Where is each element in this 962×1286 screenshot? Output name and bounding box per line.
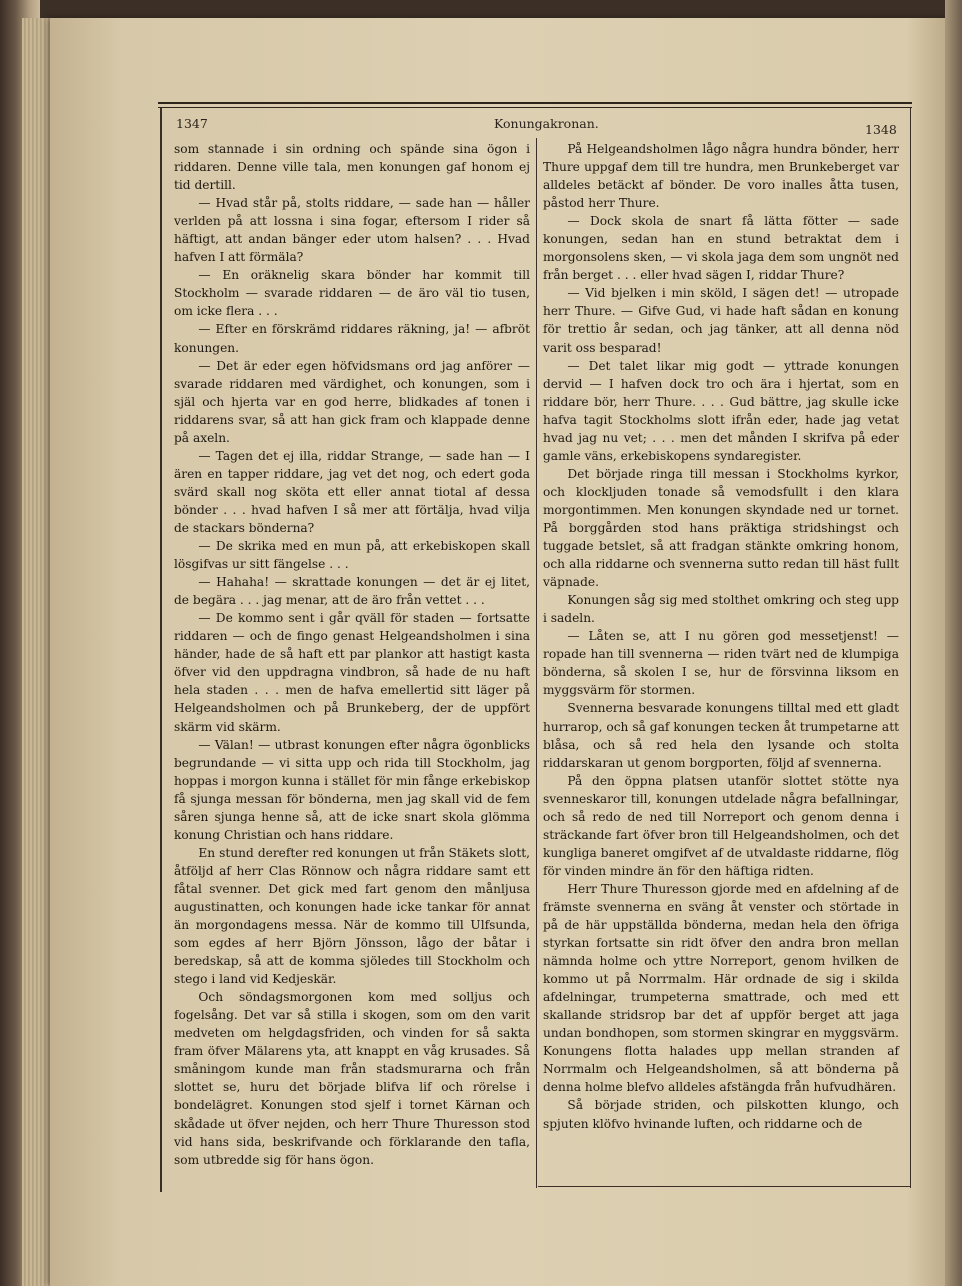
- paragraph: — Välan! — utbrast konungen efter några ögonblicks begrundande — vi sitta upp och rida till Stockholm, jag hoppas i morgon kunna i stället för min fånge erkebiskop få sjunga messan för bönderna, men jag skall vid de fem såren sjunga henne så, att de icke snart skola glömma konung Christian och hans riddare.: [174, 737, 530, 842]
- paragraph: På den öppna platsen utanför slottet stötte nya svenneskaror till, konungen utdelade några befallningar, och så redo de ned till Norreport och genom denna i sträckande fart öfver bron till Helgeandsholmen, och det kungliga baneret omgifvet af de utvaldaste riddarne, flög för vinden mindre än för den häftiga ridten.: [543, 773, 899, 878]
- paragraph: — Hahaha! — skrattade konungen — det är ej litet, de begära . . . jag menar, att de äro från vettet . . .: [174, 575, 530, 608]
- paragraph: som stannade i sin ordning och spände sina ögon i riddaren. Denne ville tala, men konungen gaf honom ej tid dertill.: [174, 142, 530, 193]
- paragraph: — Dock skola de snart få lätta fötter — sade konungen, sedan han en stund betraktat dem i morgonsolens sken, — vi skola jaga dem som ungnöt ned från berget . . . eller hvad sägen I, riddar Thure?: [543, 214, 899, 283]
- text-column-left: [174, 140, 530, 1169]
- bottom-rule: [538, 1186, 910, 1187]
- paragraph: — Låten se, att I nu gören god messetjenst! — ropade han till svennerna — riden tvärt ned de klumpiga bönderna, så skolen I se, hur de försvinna liksom en myggsvärm för stormen.: [543, 629, 899, 698]
- paragraph: Och söndagsmorgonen kom med solljus och fogelsång. Det var så stilla i skogen, som om den varit medveten om helgdagsfriden, och vinden for så sakta fram öfver Mälarens yta, att knappt en våg krusades. Så småningom kunde man från stadsmurarna och från slottet se, huru det började blifva lif och rörelse i bondelägret. Konungen stod sjelf i tornet Kärnan och skådade ut öfver nejden, och herr Thure Thuresson stod vid hans sida, beskrifvande och förklarande den tafla, som utbredde sig för hans ögon.: [174, 990, 530, 1167]
- left-border-rule: [160, 108, 162, 1192]
- paragraph: En stund derefter red konungen ut från Stäkets slott, åtföljd af herr Clas Rönnow och några riddare samt ett fåtal svenner. Det gick med fart genom den månljusa augustinatten, och konungen hade icke tankar för annat än morgondagens messa. När de kommo till Ulfsunda, som egdes af herr Björn Jönsson, lågo der båtar i beredskap, så att de komma sjöledes till Stockholm och stego i land vid Kedjeskär.: [174, 845, 530, 987]
- paragraph: — En oräknelig skara bönder har kommit till Stockholm — svarade riddaren — de äro väl tio tusen, om icke flera . . .: [174, 268, 530, 319]
- paragraph: Svennerna besvarade konungens tilltal med ett gladt hurrarop, och så gaf konungen tecken åt trumpetarne att blåsa, och så red hela den lysande och stolta riddarskaran ut genom borgporten, följd af svennerna.: [543, 701, 899, 770]
- paragraph: Det började ringa till messan i Stockholms kyrkor, och klockljuden tonade så vemodsfullt i den klara morgontimmen. Men konungen skyndade ned ur tornet. På borggården stod hans präktiga stridshingst och tuggade betslet, så att fradgan stänkte omkring honom, och alla riddarne och svennerna sutto redan till häst fullt väpnade.: [543, 466, 899, 590]
- right-page-edge: [945, 0, 962, 1286]
- paragraph: — Tagen det ej illa, riddar Strange, — sade han — I ären en tapper riddare, jag vet det nog, och edert goda svärd skall nog sköta ett eller annat tiotal af dessa bönder . . . hvad hafven I så mer att förtälja, hvad vilja de stackars bönderna?: [174, 448, 530, 535]
- paragraph: — De kommo sent i går qväll för staden — fortsatte riddaren — och de fingo genast Helgeandsholmen i sina händer, hade de så haft ett par plankor att hastigt kasta öfver vid den uppdragna vindbron, så hade de nu haft hela staden . . . men de hafva emellertid sitt läger på Helgeandsholmen och på Brunkeberg, der de uppfört skärm vid skärm.: [174, 611, 530, 734]
- running-title: Konungakronan.: [494, 116, 599, 131]
- right-border-rule: [910, 108, 911, 1188]
- paragraph: På Helgeandsholmen lågo några hundra bönder, herr Thure uppgaf dem till tre hundra, men Brunkeberget var alldeles betäckt af bönder. De voro inalles åtta tusen, påstod herr Thure.: [543, 142, 899, 211]
- paragraph: Herr Thure Thuresson gjorde med en afdelning af de främste svennerna en sväng åt venster och störtade in på de här uppställda bönderna, medan hela den öfriga styrkan fortsatte sin ridt öfver den andra bron mellan nämnda holme och yttre Norreport, genom hvilken de kommo ut på Norrmalm. Här ordnade de sig i skilda afdelningar, trumpeterna smattrade, och med ett skallande stridsrop bar det af uppför berget att jaga undan bondhopen, som stormen skingrar en myggsvärm. Konungens flotta halades upp mellan stranden af Norrmalm och Helgeandsholmen, så att bönderna på denna holme blefvo alldeles afstängda från hufvudhären.: [543, 881, 899, 1095]
- paragraph: — Hvad står på, stolts riddare, — sade han — håller verlden på att lossna i sina fogar, eftersom I rider så häftigt, att andan bänger eder utom halsen? . . . Hvad hafven I att förmäla?: [174, 196, 530, 265]
- paragraph: Konungen såg sig med stolthet omkring och steg upp i sadeln.: [543, 593, 899, 626]
- paragraph: — Det talet likar mig godt — yttrade konungen dervid — I hafven dock tro och ära i hjertat, som en riddare bör, herr Thure. . . . Gud bättre, jag skulle icke hafva tagit Stockholms slott ifrån eder, hade jag vetat hvad jag nu vet; . . . men det månden I skrifva på eder gamle väns, erkebiskopens syndaregister.: [543, 358, 899, 463]
- page-number-left: 1347: [176, 116, 208, 131]
- paragraph: — Vid bjelken i min sköld, I sägen det! — utropade herr Thure. — Gifve Gud, vi hade haft sådan en konung för trettio år sedan, och jag tänker, att all denna nöd varit oss besparad!: [543, 286, 899, 355]
- paragraph: Så började striden, och pilskotten klungo, och spjuten klöfvo hvinande luften, och riddarne och de: [543, 1098, 899, 1131]
- paragraph: — Efter en förskrämd riddares räkning, ja! — afbröt konungen.: [174, 322, 530, 355]
- page-number-right: 1348: [865, 122, 897, 137]
- paragraph: — Det är eder egen höfvidsmans ord jag anförer — svarade riddaren med värdighet, och konungen, som i själ och hjerta var en god herre, blidkades af tonen i riddarens svar, så att han gick fram och klappade denne på axeln.: [174, 358, 530, 445]
- paragraph: — De skrika med en mun på, att erkebiskopen skall lösgifvas ur sitt fängelse . . .: [174, 539, 530, 572]
- text-column-right: [543, 140, 899, 1133]
- column-divider: [536, 138, 537, 1188]
